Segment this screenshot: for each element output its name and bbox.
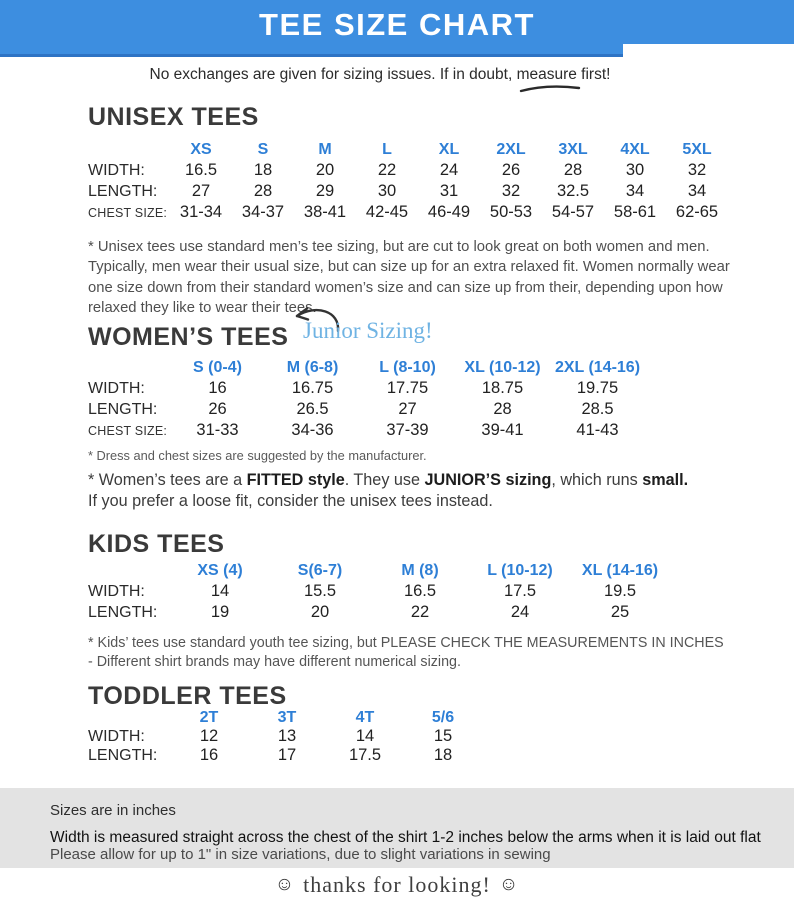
table-cell: 58-61	[613, 203, 657, 221]
size-column-header: M (8)	[401, 561, 439, 579]
table-cell: 62-65	[675, 203, 719, 221]
size-column-header: 2XL	[496, 140, 526, 158]
table-row	[88, 581, 670, 602]
table-cell: 26	[501, 161, 521, 179]
size-column-header: 2T	[199, 708, 219, 726]
row-label: CHEST SIZE:	[88, 205, 168, 220]
table-row	[88, 202, 728, 223]
note-text: . They use	[344, 471, 425, 489]
table-cell: 28	[563, 161, 583, 179]
table-cell: 19.75	[576, 379, 619, 397]
table-row	[88, 181, 728, 202]
size-column-header: M	[318, 140, 332, 158]
table-cell: 28.5	[581, 400, 614, 418]
table-row	[88, 602, 670, 623]
section-title-unisex: UNISEX TEES	[88, 103, 259, 131]
title-bar-white-notch	[623, 44, 794, 57]
page-title: TEE SIZE CHART	[259, 7, 535, 42]
row-label: LENGTH:	[88, 603, 158, 621]
table-cell: 37-39	[386, 421, 429, 439]
exchange-notice	[0, 66, 760, 84]
table-cell: 26	[208, 400, 227, 418]
size-column-header: XL	[438, 140, 460, 158]
size-column-header: M (6-8)	[286, 358, 339, 376]
note-text: If you prefer a loose fit, consider the unisex tees instead.	[88, 492, 493, 510]
table-row	[88, 746, 482, 765]
table-cell: 15.5	[303, 582, 337, 600]
corner-cell	[88, 708, 170, 727]
size-column-header: S (0-4)	[193, 358, 242, 376]
size-column-header: S	[257, 140, 269, 158]
size-column-header: XL (10-12)	[464, 358, 541, 376]
womens-manufacturer-note: * Dress and chest sizes are suggested by the manufacturer.	[88, 448, 427, 463]
section-title-toddler: TODDLER TEES	[88, 682, 287, 710]
measurement-info-footer	[0, 788, 794, 868]
emphasis-text: small.	[642, 471, 689, 489]
size-column-header: 4T	[355, 708, 375, 726]
text-line: * Kids’ tees use standard youth tee sizing, but PLEASE CHECK THE MEASUREMENTS IN INCHES	[88, 635, 724, 651]
unisex-note	[88, 237, 730, 319]
row-label: WIDTH:	[88, 161, 145, 179]
table-cell: 27	[398, 400, 417, 418]
table-row	[88, 420, 645, 441]
table-cell: 34	[687, 182, 707, 200]
footer-line: Sizes are in inches	[50, 802, 176, 819]
size-column-header: 4XL	[620, 140, 650, 158]
table-cell: 16	[208, 379, 227, 397]
table-cell: 32.5	[556, 182, 590, 200]
womens-size-table	[88, 357, 645, 441]
table-cell: 18	[433, 746, 453, 764]
size-column-header: 3XL	[558, 140, 588, 158]
table-cell: 34-37	[241, 203, 285, 221]
table-cell: 41-43	[576, 421, 619, 439]
table-cell: 30	[625, 161, 645, 179]
table-cell: 46-49	[427, 203, 471, 221]
table-cell: 32	[687, 161, 707, 179]
size-column-header: XS (4)	[197, 561, 243, 579]
table-cell: 16	[199, 746, 219, 764]
corner-cell	[88, 357, 170, 378]
table-cell: 50-53	[489, 203, 533, 221]
table-cell: 18	[253, 161, 273, 179]
toddler-size-table	[88, 708, 482, 765]
row-label: CHEST SIZE:	[88, 423, 168, 438]
table-cell: 31-34	[179, 203, 223, 221]
junior-sizing-annotation: Junior Sizing!	[303, 318, 433, 343]
table-row	[88, 378, 645, 399]
table-cell: 30	[377, 182, 397, 200]
womens-fitted-note	[88, 470, 688, 512]
smiley-icon: ☺	[498, 874, 520, 895]
table-cell: 12	[199, 727, 219, 745]
table-cell: 28	[253, 182, 273, 200]
size-header-row	[88, 139, 728, 160]
table-cell: 15	[433, 727, 453, 745]
table-cell: 14	[355, 727, 375, 745]
title-bar	[0, 0, 794, 57]
note-text: * Women’s tees are a	[88, 471, 247, 489]
table-cell: 17.75	[386, 379, 429, 397]
table-cell: 42-45	[365, 203, 409, 221]
table-cell: 19	[210, 603, 230, 621]
size-column-header: 2XL (14-16)	[554, 358, 641, 376]
note-text: , which runs	[551, 471, 643, 489]
table-cell: 17	[277, 746, 297, 764]
smiley-icon: ☺	[274, 874, 296, 895]
table-cell: 20	[315, 161, 335, 179]
table-cell: 17.5	[348, 746, 382, 764]
table-cell: 54-57	[551, 203, 595, 221]
size-column-header: L (10-12)	[487, 561, 553, 579]
table-cell: 29	[315, 182, 335, 200]
notice-text: No exchanges are given for sizing issues. If in doubt,	[149, 66, 517, 83]
unisex-size-table	[88, 139, 728, 223]
table-cell: 18.75	[481, 379, 524, 397]
kids-size-table	[88, 560, 670, 623]
thanks-text: thanks for looking!	[303, 872, 491, 897]
row-label: LENGTH:	[88, 746, 158, 764]
table-cell: 19.5	[603, 582, 637, 600]
size-column-header: 3T	[277, 708, 297, 726]
table-cell: 39-41	[481, 421, 524, 439]
table-cell: 27	[191, 182, 211, 200]
text-line: * Unisex tees use standard men’s tee sizing, but are cut to look great on both women and men.	[88, 239, 710, 255]
section-title-kids: KIDS TEES	[88, 530, 225, 558]
footer-line: Please allow for up to 1" in size variations, due to slight variations in sewing	[50, 846, 551, 863]
table-cell: 31-33	[196, 421, 239, 439]
table-cell: 14	[210, 582, 230, 600]
emphasis-text: JUNIOR’S sizing	[424, 471, 552, 489]
table-cell: 28	[493, 400, 512, 418]
table-cell: 16.75	[291, 379, 334, 397]
table-cell: 38-41	[303, 203, 347, 221]
corner-cell	[88, 560, 170, 581]
size-column-header: L	[382, 140, 392, 158]
size-header-row	[88, 357, 645, 378]
row-label: WIDTH:	[88, 379, 145, 397]
row-label: LENGTH:	[88, 400, 158, 418]
table-cell: 16.5	[403, 582, 437, 600]
table-row	[88, 727, 482, 746]
table-cell: 20	[310, 603, 330, 621]
text-line: - Different shirt brands may have different numerical sizing.	[88, 654, 461, 670]
footer-line: Width is measured straight across the chest of the shirt 1-2 inches below the arms when it is laid out flat	[50, 829, 761, 846]
emphasis-text: FITTED style	[246, 471, 345, 489]
text-line: relaxed they like to wear their tees.	[88, 300, 317, 317]
table-cell: 13	[277, 727, 297, 745]
notice-underlined-word: measure	[517, 66, 577, 84]
size-column-header: XL (14-16)	[581, 561, 659, 579]
table-row	[88, 160, 728, 181]
size-column-header: 5XL	[682, 140, 712, 158]
table-cell: 22	[410, 603, 430, 621]
size-column-header: S(6-7)	[297, 561, 343, 579]
row-label: LENGTH:	[88, 182, 158, 200]
size-column-header: L (8-10)	[379, 358, 436, 376]
table-cell: 17.5	[503, 582, 537, 600]
row-label: WIDTH:	[88, 727, 145, 745]
text-line: Typically, men wear their usual size, but can size up for an extra relaxed fit. Women normally wear	[88, 259, 730, 276]
underline-swoosh-icon	[519, 83, 581, 93]
section-title-womens: WOMEN’S TEES	[88, 323, 289, 351]
size-header-row	[88, 560, 670, 581]
size-header-row	[88, 708, 482, 727]
table-cell: 32	[501, 182, 521, 200]
kids-note	[88, 634, 724, 672]
table-cell: 26.5	[296, 400, 329, 418]
thanks-line	[0, 872, 794, 898]
table-cell: 25	[610, 603, 630, 621]
row-label: WIDTH:	[88, 582, 145, 600]
notice-text: first!	[576, 66, 611, 83]
table-cell: 24	[439, 161, 459, 179]
table-cell: 24	[510, 603, 530, 621]
table-row	[88, 399, 645, 420]
corner-cell	[88, 139, 170, 160]
table-cell: 22	[377, 161, 397, 179]
table-cell: 34	[625, 182, 645, 200]
size-column-header: 5/6	[431, 708, 455, 726]
table-cell: 16.5	[184, 161, 218, 179]
size-column-header: XS	[190, 140, 212, 158]
table-cell: 34-36	[291, 421, 334, 439]
text-line: one size down from their standard women’s size and can size up from their, depending upon how	[88, 279, 723, 296]
table-cell: 31	[439, 182, 459, 200]
